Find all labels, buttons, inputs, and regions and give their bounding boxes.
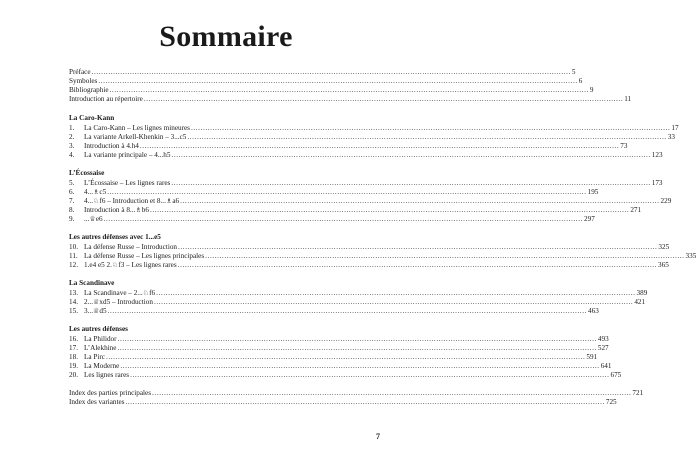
toc-entry-label: La Moderne bbox=[84, 362, 120, 370]
toc-entry-label: Introduction à 4.h4 bbox=[84, 142, 139, 150]
sections-list bbox=[69, 114, 696, 389]
toc-entry-page: 229 bbox=[660, 197, 672, 205]
toc-entry bbox=[69, 389, 644, 398]
toc-entry bbox=[69, 344, 609, 353]
toc-entry bbox=[69, 252, 696, 261]
toc-entry bbox=[69, 261, 669, 270]
toc-entry-label: La Caro-Kann – Les lignes mineures bbox=[84, 124, 190, 132]
dot-leader: ........................................................................................................................................................................................................ bbox=[190, 124, 671, 132]
dot-leader: ........................................................................................................................................................................................................ bbox=[187, 133, 667, 141]
toc-entry-label: La défense Russe – Les lignes principales bbox=[84, 252, 205, 260]
toc-entry-number: 16. bbox=[69, 335, 78, 343]
dot-leader: ........................................................................................................................................................................................................ bbox=[152, 389, 632, 397]
toc-entry-label: Index des variantes bbox=[69, 398, 125, 406]
dot-leader: ........................................................................................................................................................................................................ bbox=[205, 252, 685, 260]
toc-entry-page: 641 bbox=[600, 362, 612, 370]
toc-entry bbox=[69, 197, 672, 206]
toc-entry bbox=[69, 151, 663, 160]
toc-entry-label: La Scandinave – 2...♘f6 bbox=[84, 289, 156, 297]
toc-entry-page: 725 bbox=[605, 398, 617, 406]
toc-entry-label: La Pirc bbox=[84, 353, 105, 361]
toc-entry-page: 5 bbox=[571, 68, 576, 76]
dot-leader: ........................................................................................................................................................................................................ bbox=[125, 398, 605, 406]
toc-entry bbox=[69, 179, 663, 188]
toc-entry-label: 1.e4 e5 2.♘f3 – Les lignes rares bbox=[84, 261, 177, 269]
index-list bbox=[69, 389, 644, 407]
dot-leader: ........................................................................................................................................................................................................ bbox=[180, 197, 660, 205]
toc-entry-page: 73 bbox=[620, 142, 628, 150]
toc-entry-page: 271 bbox=[630, 206, 642, 214]
toc-entry bbox=[69, 215, 595, 224]
toc-entry-page: 123 bbox=[651, 151, 663, 159]
toc-entry-number: 13. bbox=[69, 289, 78, 297]
toc-entry-page: 17 bbox=[671, 124, 679, 132]
toc-entry-page: 421 bbox=[634, 298, 646, 306]
toc-entry-number: 10. bbox=[69, 243, 78, 251]
page-title: Sommaire bbox=[159, 20, 293, 53]
dot-leader: ........................................................................................................................................................................................................ bbox=[107, 188, 587, 196]
section-heading: L’Écossaise bbox=[69, 169, 105, 177]
toc-entry-number: 7. bbox=[69, 197, 75, 205]
toc-entry-label: Symboles bbox=[69, 77, 98, 85]
toc-entry-label: Bibliographie bbox=[69, 86, 109, 94]
toc-entry-number: 17. bbox=[69, 344, 78, 352]
toc-entry bbox=[69, 243, 670, 252]
toc-entry bbox=[69, 335, 609, 344]
toc-entry bbox=[69, 307, 599, 316]
page-number: 7 bbox=[376, 432, 380, 441]
toc-entry-label: 2...♕xd5 – Introduction bbox=[84, 298, 153, 306]
toc-entry-label: 4...♘f6 – Introduction et 8...♗a6 bbox=[84, 197, 180, 205]
front-matter-list bbox=[69, 68, 632, 104]
toc-entry-label: 3...♕d5 bbox=[84, 307, 107, 315]
toc-entry-number: 11. bbox=[69, 252, 78, 260]
toc-entry-number: 19. bbox=[69, 362, 78, 370]
dot-leader: ........................................................................................................................................................................................................ bbox=[178, 243, 658, 251]
toc-entry bbox=[69, 124, 679, 133]
toc-entry bbox=[69, 77, 583, 86]
section-heading: La Scandinave bbox=[69, 279, 115, 287]
toc-entry bbox=[69, 362, 612, 371]
toc-entry bbox=[69, 86, 594, 95]
dot-leader: ........................................................................................................................................................................................................ bbox=[143, 95, 624, 103]
toc-entry-number: 4. bbox=[69, 151, 75, 159]
section-heading: Les autres défenses avec 1...e5 bbox=[69, 233, 161, 241]
dot-leader: ........................................................................................................................................................................................................ bbox=[153, 298, 634, 306]
toc-entry-label: La variante principale – 4...h5 bbox=[84, 151, 171, 159]
toc-entry bbox=[69, 353, 598, 362]
toc-entry-page: 721 bbox=[632, 389, 644, 397]
toc-entry-label: L’Écossaise – Les lignes rares bbox=[84, 179, 171, 187]
toc-entry-page: 11 bbox=[624, 95, 632, 103]
toc-entry-label: Les lignes rares bbox=[84, 371, 130, 379]
toc-entry-number: 2. bbox=[69, 133, 75, 141]
dot-leader: ........................................................................................................................................................................................................ bbox=[107, 307, 587, 315]
toc-entry-number: 14. bbox=[69, 298, 78, 306]
dot-leader: ........................................................................................................................................................................................................ bbox=[171, 151, 651, 159]
toc-entry-page: 463 bbox=[588, 307, 599, 315]
toc-entry-page: 675 bbox=[610, 371, 622, 379]
dot-leader: ........................................................................................................................................................................................................ bbox=[156, 289, 636, 297]
toc-entry bbox=[69, 398, 617, 407]
toc-entry-number: 3. bbox=[69, 142, 75, 150]
toc-entry bbox=[69, 371, 622, 380]
toc-entry bbox=[69, 206, 642, 215]
dot-leader: ........................................................................................................................................................................................................ bbox=[117, 335, 597, 343]
table-of-contents bbox=[69, 68, 696, 407]
toc-entry bbox=[69, 188, 599, 197]
toc-entry-page: 389 bbox=[636, 289, 648, 297]
toc-entry bbox=[69, 142, 628, 151]
toc-entry-label: 4...♗c5 bbox=[84, 188, 107, 196]
toc-entry-page: 9 bbox=[589, 86, 594, 94]
toc-entry-label: Index des parties principales bbox=[69, 389, 152, 397]
toc-entry-page: 297 bbox=[584, 215, 595, 223]
toc-entry-page: 6 bbox=[578, 77, 583, 85]
toc-entry bbox=[69, 289, 648, 298]
dot-leader: ........................................................................................................................................................................................................ bbox=[103, 215, 583, 223]
toc-entry-label: ...♕e6 bbox=[84, 215, 103, 223]
dot-leader: ........................................................................................................................................................................................................ bbox=[139, 142, 620, 150]
toc-entry-number: 1. bbox=[69, 124, 75, 132]
toc-entry bbox=[69, 133, 675, 142]
toc-entry-page: 173 bbox=[651, 179, 663, 187]
dot-leader: ........................................................................................................................................................................................................ bbox=[105, 353, 586, 361]
toc-entry-number: 8. bbox=[69, 206, 75, 214]
toc-entry-page: 591 bbox=[586, 353, 598, 361]
toc-entry-number: 20. bbox=[69, 371, 78, 379]
toc-entry-label: Introduction au répertoire bbox=[69, 95, 143, 103]
dot-leader: ........................................................................................................................................................................................................ bbox=[120, 362, 600, 370]
toc-entry-page: 365 bbox=[658, 261, 669, 269]
toc-entry-page: 493 bbox=[597, 335, 609, 343]
toc-entry-label: Introduction à 8...♗b6 bbox=[84, 206, 149, 214]
toc-entry-label: L’Alekhine bbox=[84, 344, 117, 352]
toc-entry-label: La variante Arkell-Khenkin – 3...c5 bbox=[84, 133, 187, 141]
section-heading: Les autres défenses bbox=[69, 325, 128, 333]
toc-entry-page: 527 bbox=[597, 344, 609, 352]
toc-entry bbox=[69, 68, 576, 77]
toc-entry-page: 33 bbox=[667, 133, 675, 141]
toc-entry-number: 6. bbox=[69, 188, 75, 196]
toc-entry-page: 335 bbox=[685, 252, 696, 260]
toc-entry-label: La Philidor bbox=[84, 335, 117, 343]
dot-leader: ........................................................................................................................................................................................................ bbox=[171, 179, 651, 187]
toc-entry-label: Préface bbox=[69, 68, 91, 76]
toc-entry-label: La défense Russe – Introduction bbox=[84, 243, 178, 251]
section-heading: La Caro-Kann bbox=[69, 114, 115, 122]
toc-entry-page: 195 bbox=[587, 188, 599, 196]
dot-leader: ........................................................................................................................................................................................................ bbox=[177, 261, 658, 269]
toc-entry-number: 18. bbox=[69, 353, 78, 361]
dot-leader: ........................................................................................................................................................................................................ bbox=[91, 68, 571, 76]
toc-entry-number: 15. bbox=[69, 307, 78, 315]
dot-leader: ........................................................................................................................................................................................................ bbox=[109, 86, 589, 94]
toc-entry-number: 12. bbox=[69, 261, 78, 269]
dot-leader: ........................................................................................................................................................................................................ bbox=[130, 371, 610, 379]
dot-leader: ........................................................................................................................................................................................................ bbox=[149, 206, 630, 214]
dot-leader: ........................................................................................................................................................................................................ bbox=[117, 344, 597, 352]
toc-entry bbox=[69, 95, 632, 104]
dot-leader: ........................................................................................................................................................................................................ bbox=[98, 77, 578, 85]
toc-entry-page: 325 bbox=[658, 243, 670, 251]
toc-entry-number: 5. bbox=[69, 179, 75, 187]
toc-entry bbox=[69, 298, 646, 307]
toc-entry-number: 9. bbox=[69, 215, 75, 223]
